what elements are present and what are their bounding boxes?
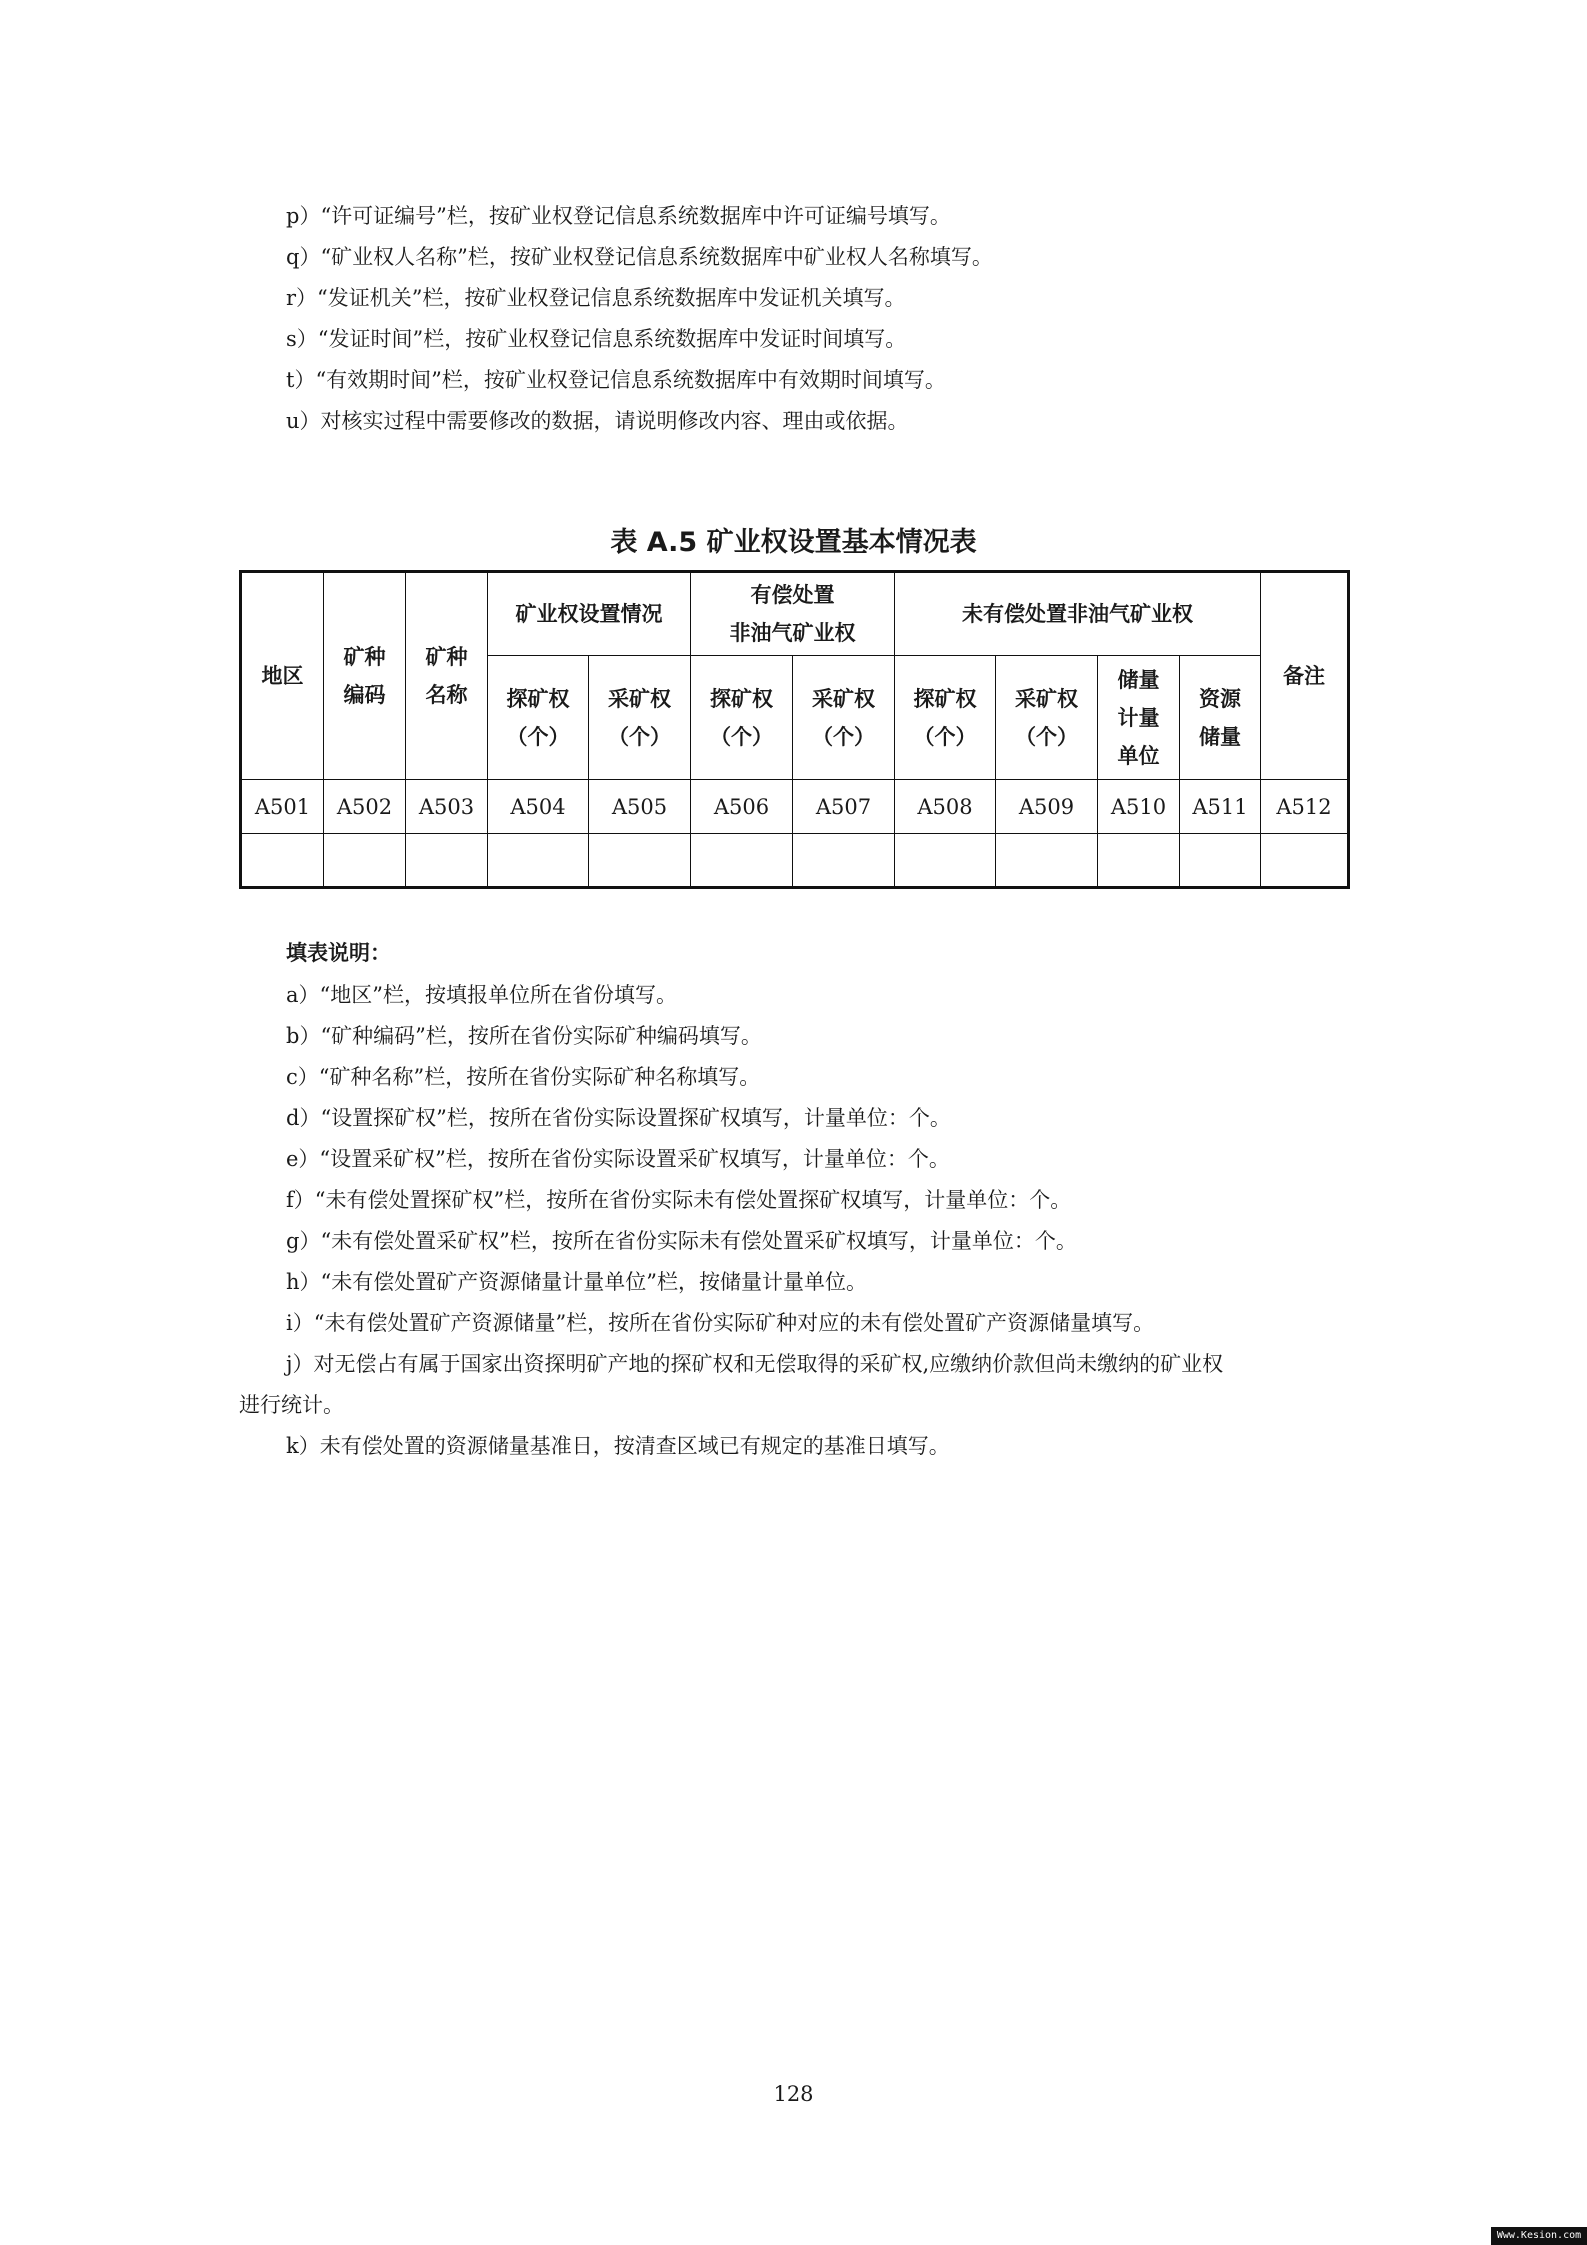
code-cell: A512 bbox=[1261, 780, 1349, 834]
header-setup-explore bbox=[488, 656, 589, 780]
code-cell: A509 bbox=[996, 780, 1098, 834]
header-explore-label: 探矿权 bbox=[913, 686, 977, 711]
instruction-h: h）“未有偿处置矿产资源储量计量单位”栏，按储量计量单位。 bbox=[286, 1270, 867, 1294]
note-s: s）“发证时间”栏，按矿业权登记信息系统数据库中发证时间填写。 bbox=[286, 327, 907, 351]
header-paid-group-line1: 有偿处置 bbox=[750, 583, 835, 607]
header-unit-label: （个） bbox=[608, 724, 671, 749]
header-unit-label: （个） bbox=[506, 724, 570, 749]
code-cell: A501 bbox=[241, 780, 324, 834]
empty-cell bbox=[895, 834, 996, 888]
header-resource-reserve-line1: 资源 bbox=[1199, 686, 1241, 711]
instruction-g: g）“未有偿处置采矿权”栏，按所在省份实际未有偿处置采矿权填写，计量单位：个。 bbox=[286, 1229, 1077, 1253]
header-mining-label: 采矿权 bbox=[608, 686, 671, 711]
note-u: u）对核实过程中需要修改的数据，请说明修改内容、理由或依据。 bbox=[286, 409, 909, 433]
code-cell: A506 bbox=[691, 780, 793, 834]
instruction-f: f）“未有偿处置探矿权”栏，按所在省份实际未有偿处置探矿权填写，计量单位：个。 bbox=[286, 1188, 1072, 1212]
header-mining-label: 采矿权 bbox=[1015, 686, 1078, 711]
empty-cell bbox=[1098, 834, 1180, 888]
empty-cell bbox=[589, 834, 691, 888]
note-t: t）“有效期时间”栏，按矿业权登记信息系统数据库中有效期时间填写。 bbox=[286, 368, 946, 392]
code-cell: A508 bbox=[895, 780, 996, 834]
header-reserve-unit-line3: 单位 bbox=[1117, 743, 1160, 768]
header-unit-label: （个） bbox=[812, 724, 875, 749]
instruction-j: j）对无偿占有属于国家出资探明矿产地的探矿权和无偿取得的采矿权,应缴纳价款但尚未缴纳的矿业权 bbox=[286, 1352, 1224, 1376]
header-setup-mining bbox=[589, 656, 691, 780]
header-unpaid-explore bbox=[895, 656, 996, 780]
watermark-logo: Www.Kesion.com bbox=[1491, 2227, 1587, 2245]
header-region: 地区 bbox=[241, 572, 324, 780]
empty-data-row bbox=[241, 834, 1349, 888]
header-setup-group: 矿业权设置情况 bbox=[488, 572, 691, 656]
mineral-rights-table bbox=[239, 570, 1347, 889]
header-reserve-unit-line2: 计量 bbox=[1117, 705, 1160, 730]
code-cell: A511 bbox=[1180, 780, 1261, 834]
code-cell: A510 bbox=[1098, 780, 1180, 834]
header-resource-reserve-line2: 储量 bbox=[1199, 724, 1241, 749]
empty-cell bbox=[1180, 834, 1261, 888]
header-unpaid-mining bbox=[996, 656, 1098, 780]
table-title: 表 A.5 矿业权设置基本情况表 bbox=[610, 527, 977, 558]
header-paid-explore bbox=[691, 656, 793, 780]
header-unpaid-group: 未有偿处置非油气矿业权 bbox=[895, 572, 1261, 656]
header-mineral-name bbox=[406, 572, 488, 780]
header-reserve-unit-line1: 储量 bbox=[1117, 667, 1160, 692]
empty-cell bbox=[324, 834, 406, 888]
empty-cell bbox=[406, 834, 488, 888]
instruction-b: b）“矿种编码”栏，按所在省份实际矿种编码填写。 bbox=[286, 1024, 762, 1048]
note-q: q）“矿业权人名称”栏，按矿业权登记信息系统数据库中矿业权人名称填写。 bbox=[286, 245, 993, 269]
header-reserve-unit bbox=[1098, 656, 1180, 780]
header-unit-label: （个） bbox=[1015, 724, 1078, 749]
header-paid-mining bbox=[793, 656, 895, 780]
instruction-d: d）“设置探矿权”栏，按所在省份实际设置探矿权填写，计量单位：个。 bbox=[286, 1106, 951, 1130]
note-p: p）“许可证编号”栏，按矿业权登记信息系统数据库中许可证编号填写。 bbox=[286, 204, 951, 228]
header-unit-label: （个） bbox=[710, 724, 773, 749]
empty-cell bbox=[996, 834, 1098, 888]
header-mining-label: 采矿权 bbox=[812, 686, 875, 711]
header-mineral-code-line2: 编码 bbox=[343, 683, 386, 707]
note-r: r）“发证机关”栏，按矿业权登记信息系统数据库中发证机关填写。 bbox=[286, 286, 906, 310]
code-cell: A507 bbox=[793, 780, 895, 834]
header-paid-group-line2: 非油气矿业权 bbox=[729, 621, 856, 645]
header-unit-label: （个） bbox=[913, 724, 977, 749]
code-cell: A503 bbox=[406, 780, 488, 834]
empty-cell bbox=[488, 834, 589, 888]
header-explore-label: 探矿权 bbox=[506, 686, 570, 711]
code-row bbox=[241, 780, 1349, 834]
empty-cell bbox=[1261, 834, 1349, 888]
instruction-c: c）“矿种名称”栏，按所在省份实际矿种名称填写。 bbox=[286, 1065, 761, 1089]
header-mineral-code-line1: 矿种 bbox=[343, 645, 386, 669]
code-cell: A505 bbox=[589, 780, 691, 834]
header-remarks: 备注 bbox=[1261, 572, 1349, 780]
code-cell: A504 bbox=[488, 780, 589, 834]
code-cell: A502 bbox=[324, 780, 406, 834]
instruction-k: k）未有偿处置的资源储量基准日，按清查区域已有规定的基准日填写。 bbox=[286, 1434, 950, 1458]
instruction-j-continued: 进行统计。 bbox=[239, 1393, 344, 1417]
instructions-heading: 填表说明： bbox=[286, 941, 391, 965]
header-resource-reserve bbox=[1180, 656, 1261, 780]
empty-cell bbox=[241, 834, 324, 888]
empty-cell bbox=[793, 834, 895, 888]
header-paid-group bbox=[691, 572, 895, 656]
header-explore-label: 探矿权 bbox=[710, 686, 773, 711]
instruction-i: i）“未有偿处置矿产资源储量”栏，按所在省份实际矿种对应的未有偿处置矿产资源储量填写。 bbox=[286, 1311, 1155, 1335]
instruction-e: e）“设置采矿权”栏，按所在省份实际设置采矿权填写，计量单位：个。 bbox=[286, 1147, 950, 1171]
instruction-a: a）“地区”栏，按填报单位所在省份填写。 bbox=[286, 983, 677, 1007]
header-mineral-code bbox=[324, 572, 406, 780]
header-mineral-name-line2: 名称 bbox=[425, 683, 468, 707]
empty-cell bbox=[691, 834, 793, 888]
page-number: 128 bbox=[773, 2082, 814, 2106]
header-mineral-name-line1: 矿种 bbox=[425, 645, 468, 669]
